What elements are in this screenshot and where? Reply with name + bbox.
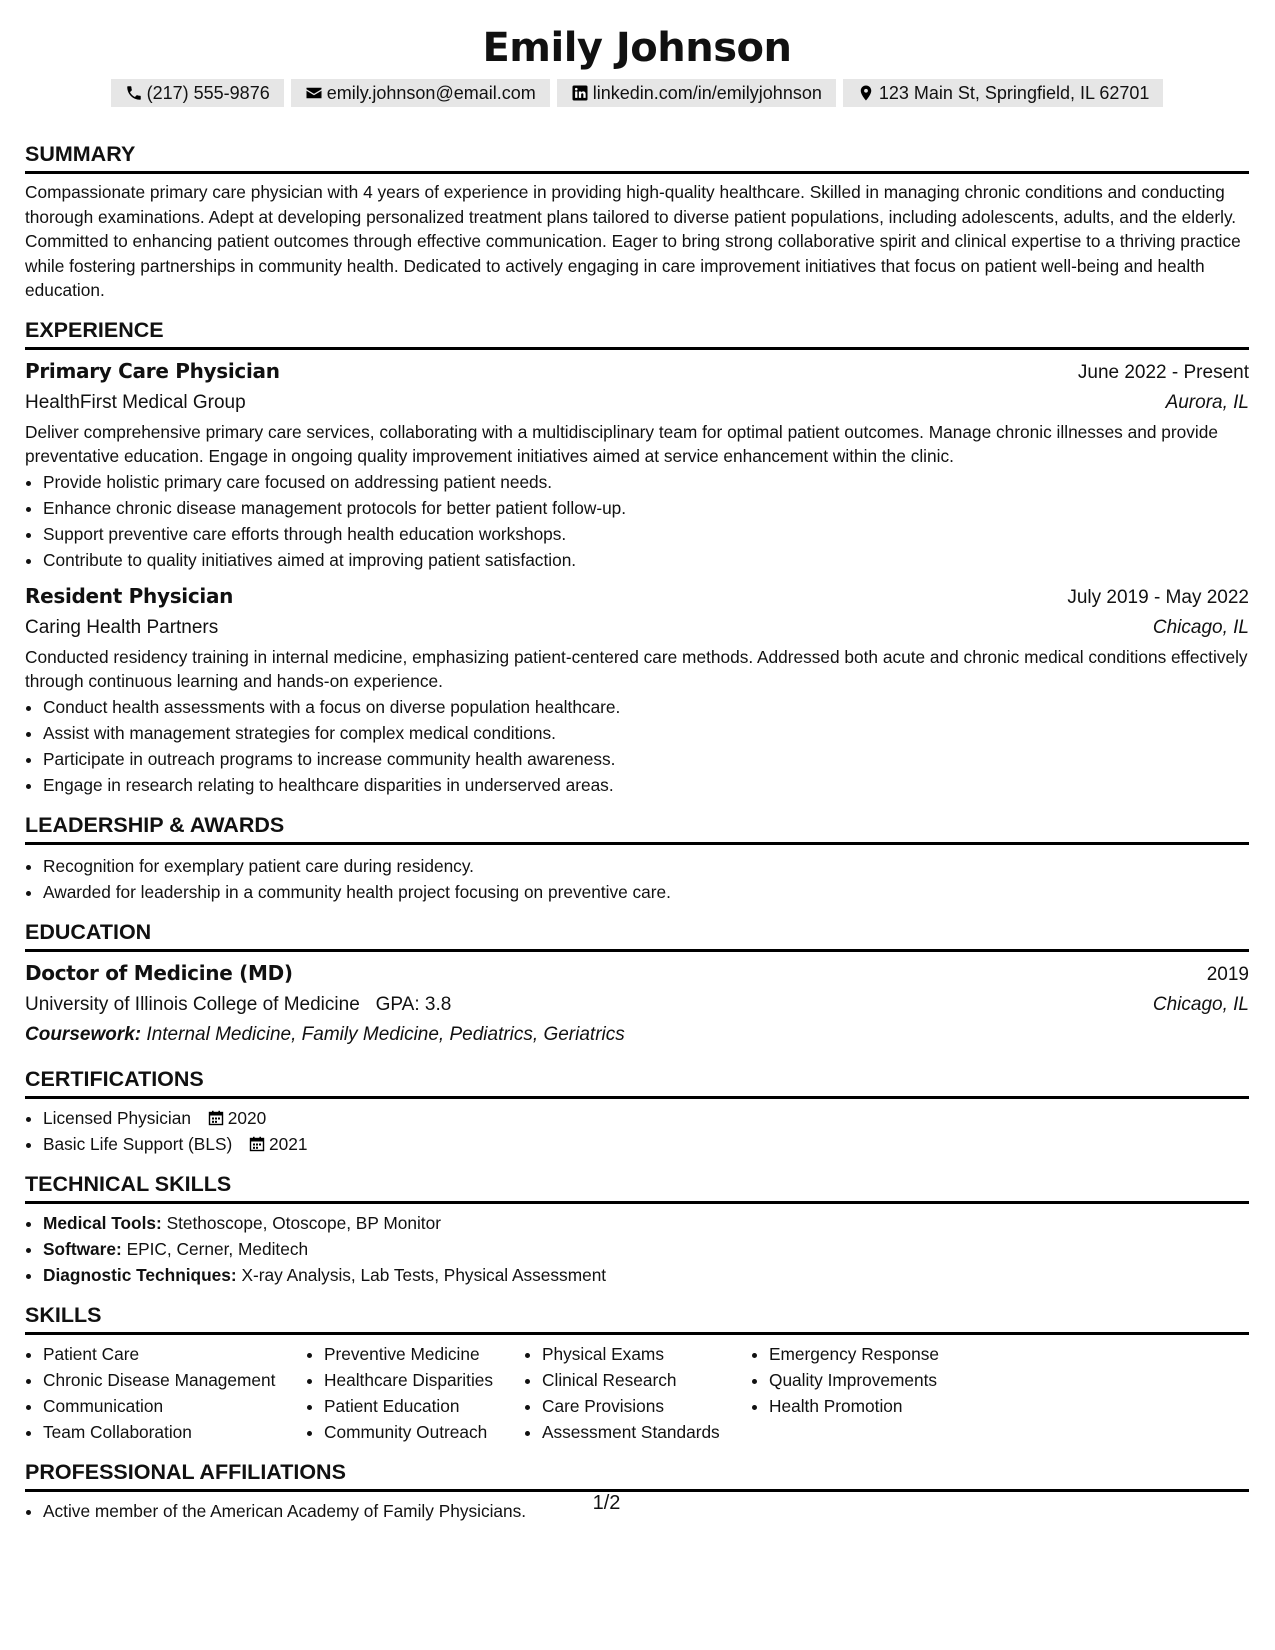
list-item: • Clinical Research xyxy=(542,1367,751,1393)
resume-page xyxy=(25,20,1249,1524)
list-item: • Assessment Standards xyxy=(542,1419,751,1445)
calendar-icon xyxy=(208,1110,224,1126)
list-item: • Contribute to quality initiatives aimed at improving patient satisfaction. xyxy=(43,547,1249,573)
phone-icon xyxy=(125,84,143,102)
coursework-line xyxy=(25,1020,1249,1050)
skills-section xyxy=(25,1302,1249,1445)
list-item xyxy=(43,1236,1249,1262)
skill-value: X-ray Analysis, Lab Tests, Physical Assessment xyxy=(241,1264,607,1285)
job-company: HealthFirst Medical Group xyxy=(25,391,246,413)
list-item xyxy=(43,1210,1249,1236)
contact-phone xyxy=(111,79,284,107)
section-title: EDUCATION xyxy=(25,919,1249,952)
list-item: • Active member of the American Academy of Family Physicians. xyxy=(43,1498,1249,1524)
job-bullets xyxy=(25,469,1249,573)
list-item xyxy=(43,1131,1249,1157)
summary-text: Compassionate primary care physician with 4 years of experience in providing high-quality healthcare. Skilled in managing chronic conditions and conducting thorough examinations. Adept at developing personalized treatment plans tailored to diverse patient populations, including adolescents, adults, and the elderly. Committed to enhancing patient outcomes through effective communication. Eager to bring strong collaborative spirit and clinical expertise to a thriving practice while fostering partnerships in community health. Dedicated to actively engaging in care improvement initiatives that focus on patient well-being and health education. xyxy=(25,182,1241,300)
skill-value: EPIC, Cerner, Meditech xyxy=(126,1238,309,1259)
list-item: • Provide holistic primary care focused on addressing patient needs. xyxy=(43,469,1249,495)
skills-column xyxy=(524,1341,751,1445)
school-name: University of Illinois College of Medicine xyxy=(25,993,360,1015)
awards-section xyxy=(25,812,1249,905)
list-item: • Awarded for leadership in a community health project focusing on preventive care. xyxy=(43,879,1249,905)
list-item: • Patient Education xyxy=(324,1393,524,1419)
section-title: SKILLS xyxy=(25,1302,1249,1335)
gpa: GPA: 3.8 xyxy=(375,993,452,1015)
skill-label: Medical Tools: xyxy=(43,1212,162,1233)
job-title: Resident Physician xyxy=(25,583,234,608)
degree-title: Doctor of Medicine (MD) xyxy=(25,960,293,985)
job-title: Primary Care Physician xyxy=(25,358,280,383)
linkedin-icon xyxy=(571,84,589,102)
experience-section xyxy=(25,317,1249,798)
list-item: • Recognition for exemplary patient care during residency. xyxy=(43,853,1249,879)
list-item: • Emergency Response xyxy=(769,1341,1009,1367)
coursework-label: Coursework: xyxy=(25,1023,142,1045)
skill-value: Stethoscope, Otoscope, BP Monitor xyxy=(166,1212,441,1233)
contact-address xyxy=(843,79,1164,107)
job-dates: July 2019 - May 2022 xyxy=(1067,586,1249,608)
section-title: PROFESSIONAL AFFILIATIONS xyxy=(25,1459,1249,1492)
list-item: • Engage in research relating to healthcare disparities in underserved areas. xyxy=(43,772,1249,798)
technical-skills-list xyxy=(25,1210,1249,1288)
skills-column xyxy=(751,1341,1009,1445)
list-item: • Participate in outreach programs to increase community health awareness. xyxy=(43,746,1249,772)
graduation-year: 2019 xyxy=(1206,963,1249,985)
skills-grid xyxy=(25,1341,1249,1445)
section-title: SUMMARY xyxy=(25,141,1249,174)
list-item: • Communication xyxy=(43,1393,306,1419)
awards-list xyxy=(25,853,1249,905)
job-bullets xyxy=(25,694,1249,798)
calendar-icon xyxy=(249,1136,265,1152)
list-item: • Patient Care xyxy=(43,1341,306,1367)
contact-linkedin[interactable] xyxy=(557,79,836,107)
skills-column xyxy=(25,1341,306,1445)
linkedin-text: linkedin.com/in/emilyjohnson xyxy=(592,82,822,103)
address-text: 123 Main St, Springfield, IL 62701 xyxy=(878,82,1150,103)
skill-label: Software: xyxy=(43,1238,122,1259)
list-item: • Conduct health assessments with a focus on diverse population healthcare. xyxy=(43,694,1249,720)
school-location: Chicago, IL xyxy=(1152,993,1249,1015)
page-number: 1/2 xyxy=(592,1492,621,1514)
list-item: • Chronic Disease Management xyxy=(43,1367,306,1393)
job-company: Caring Health Partners xyxy=(25,616,219,638)
coursework-list: Internal Medicine, Family Medicine, Pediatrics, Geriatrics xyxy=(146,1023,625,1045)
job-location: Aurora, IL xyxy=(1165,391,1249,413)
cert-name: Basic Life Support (BLS) xyxy=(43,1133,233,1154)
job-location: Chicago, IL xyxy=(1152,616,1249,638)
contact-bar xyxy=(25,79,1249,107)
list-item: • Physical Exams xyxy=(542,1341,751,1367)
envelope-icon xyxy=(305,84,323,102)
summary-section xyxy=(25,141,1249,303)
cert-year: 2020 xyxy=(227,1107,267,1128)
list-item: • Quality Improvements xyxy=(769,1367,1009,1393)
list-item xyxy=(43,1262,1249,1288)
list-item: • Enhance chronic disease management protocols for better patient follow-up. xyxy=(43,495,1249,521)
job-entry xyxy=(25,581,1249,798)
map-marker-icon xyxy=(857,84,875,102)
phone-text: (217) 555-9876 xyxy=(146,82,270,103)
cert-name: Licensed Physician xyxy=(43,1107,191,1128)
certifications-section xyxy=(25,1066,1249,1157)
job-dates: June 2022 - Present xyxy=(1077,361,1249,383)
list-item: • Health Promotion xyxy=(769,1393,1009,1419)
candidate-name: Emily Johnson xyxy=(482,25,792,71)
job-description: Conducted residency training in internal medicine, emphasizing patient-centered care methods. Addressed both acute and chronic medical conditions effectively through continuous learning and hands-on experience. xyxy=(25,646,1248,691)
list-item: • Support preventive care efforts through health education workshops. xyxy=(43,521,1249,547)
job-entry xyxy=(25,356,1249,573)
section-title: EXPERIENCE xyxy=(25,317,1249,350)
list-item: • Assist with management strategies for complex medical conditions. xyxy=(43,720,1249,746)
technical-skills-section xyxy=(25,1171,1249,1288)
job-description: Deliver comprehensive primary care services, collaborating with a multidisciplinary team for optimal patient outcomes. Manage chronic illnesses and provide preventative education. Engage in ongoing quality improvement initiatives aimed at service enhancement within the clinic. xyxy=(25,421,1218,466)
list-item: • Care Provisions xyxy=(542,1393,751,1419)
cert-year: 2021 xyxy=(269,1133,308,1154)
contact-email[interactable] xyxy=(291,79,550,107)
section-title: TECHNICAL SKILLS xyxy=(25,1171,1249,1204)
skill-label: Diagnostic Techniques: xyxy=(43,1264,237,1285)
list-item: • Community Outreach xyxy=(324,1419,524,1445)
education-section xyxy=(25,919,1249,1050)
list-item: • Team Collaboration xyxy=(43,1419,306,1445)
section-title: CERTIFICATIONS xyxy=(25,1066,1249,1099)
section-title: LEADERSHIP & AWARDS xyxy=(25,812,1249,845)
skills-column xyxy=(306,1341,524,1445)
email-text: emily.johnson@email.com xyxy=(326,82,536,103)
list-item: • Healthcare Disparities xyxy=(324,1367,524,1393)
certifications-list xyxy=(25,1105,1249,1157)
list-item xyxy=(43,1105,1249,1131)
school-line xyxy=(25,990,451,1020)
list-item: • Preventive Medicine xyxy=(324,1341,524,1367)
